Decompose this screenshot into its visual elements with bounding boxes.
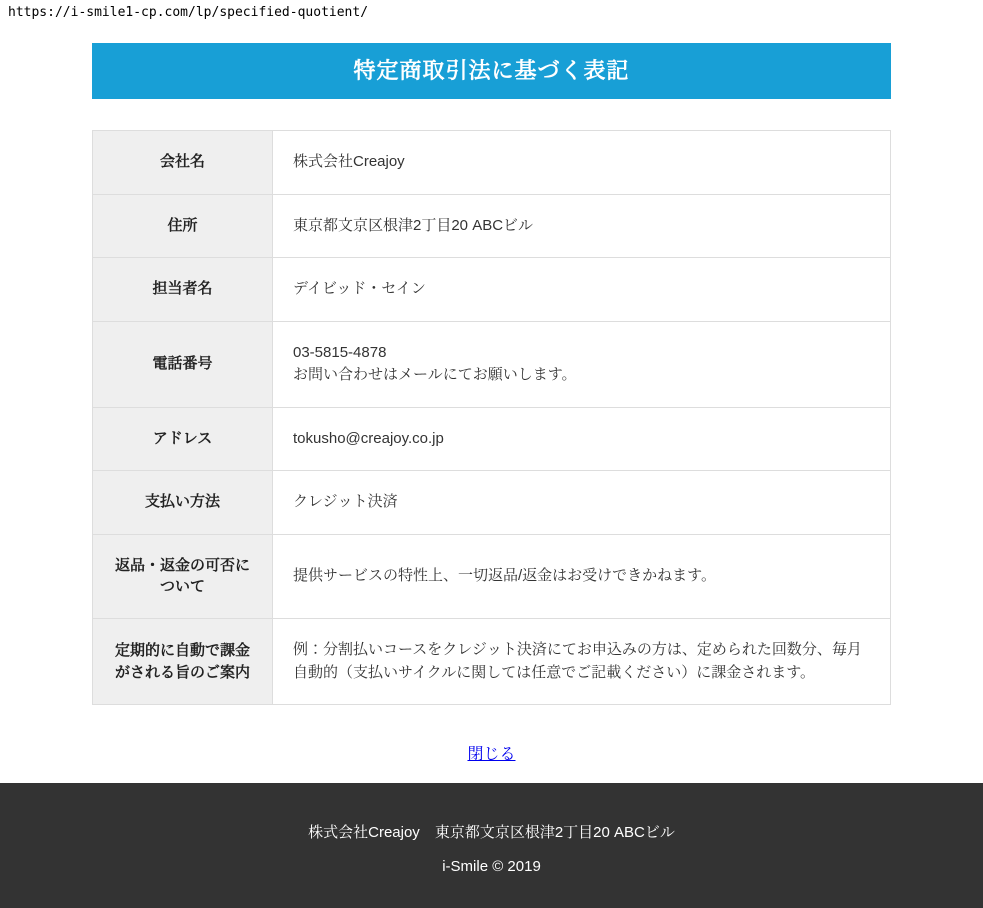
phone-note: お問い合わせはメールにてお願いします。 [293,366,577,383]
row-label: 電話番号 [93,321,273,407]
footer-copyright: i-Smile © 2019 [442,858,541,875]
row-label: 会社名 [93,131,273,195]
url-text: https://i-smile1-cp.com/lp/specified-quotient/ [8,5,369,20]
row-label: 担当者名 [93,258,273,322]
row-label: 定期的に自動で課金がされる旨のご案内 [93,619,273,705]
phone-number: 03-5815-4878 [293,343,387,361]
row-value: 株式会社Creajoy [273,131,891,195]
table-row [93,321,891,407]
row-label: 住所 [93,194,273,258]
table-row [93,407,891,471]
table-row [93,471,891,535]
table-row [93,619,891,705]
table-row [93,534,891,619]
row-value: 例：分割払いコースをクレジット決済にてお申込みの方は、定められた回数分、毎月自動的（支払いサイクルに関しては任意でご記載ください）に課金されます。 [273,619,891,705]
page-footer [0,783,983,908]
table-row [93,258,891,322]
table-row [93,131,891,195]
close-link-container [92,741,891,764]
table-row [93,194,891,258]
disclosure-table [92,130,891,705]
row-value [273,321,891,407]
row-value: デイビッド・セイン [273,258,891,322]
row-label: 返品・返金の可否について [93,534,273,619]
footer-company-address: 株式会社Creajoy 東京都文京区根津2丁目20 ABCビル [308,824,675,841]
main-content [92,43,891,764]
row-label: 支払い方法 [93,471,273,535]
page-title: 特定商取引法に基づく表記 [353,58,630,83]
page-title-banner [92,43,891,99]
row-value: クレジット決済 [273,471,891,535]
row-value: 東京都文京区根津2丁目20 ABCビル [273,194,891,258]
row-value: tokusho@creajoy.co.jp [273,407,891,471]
row-value: 提供サービスの特性上、一切返品/返金はお受けできかねます。 [273,534,891,619]
row-label: アドレス [93,407,273,471]
close-link[interactable]: 閉じる [467,746,516,763]
